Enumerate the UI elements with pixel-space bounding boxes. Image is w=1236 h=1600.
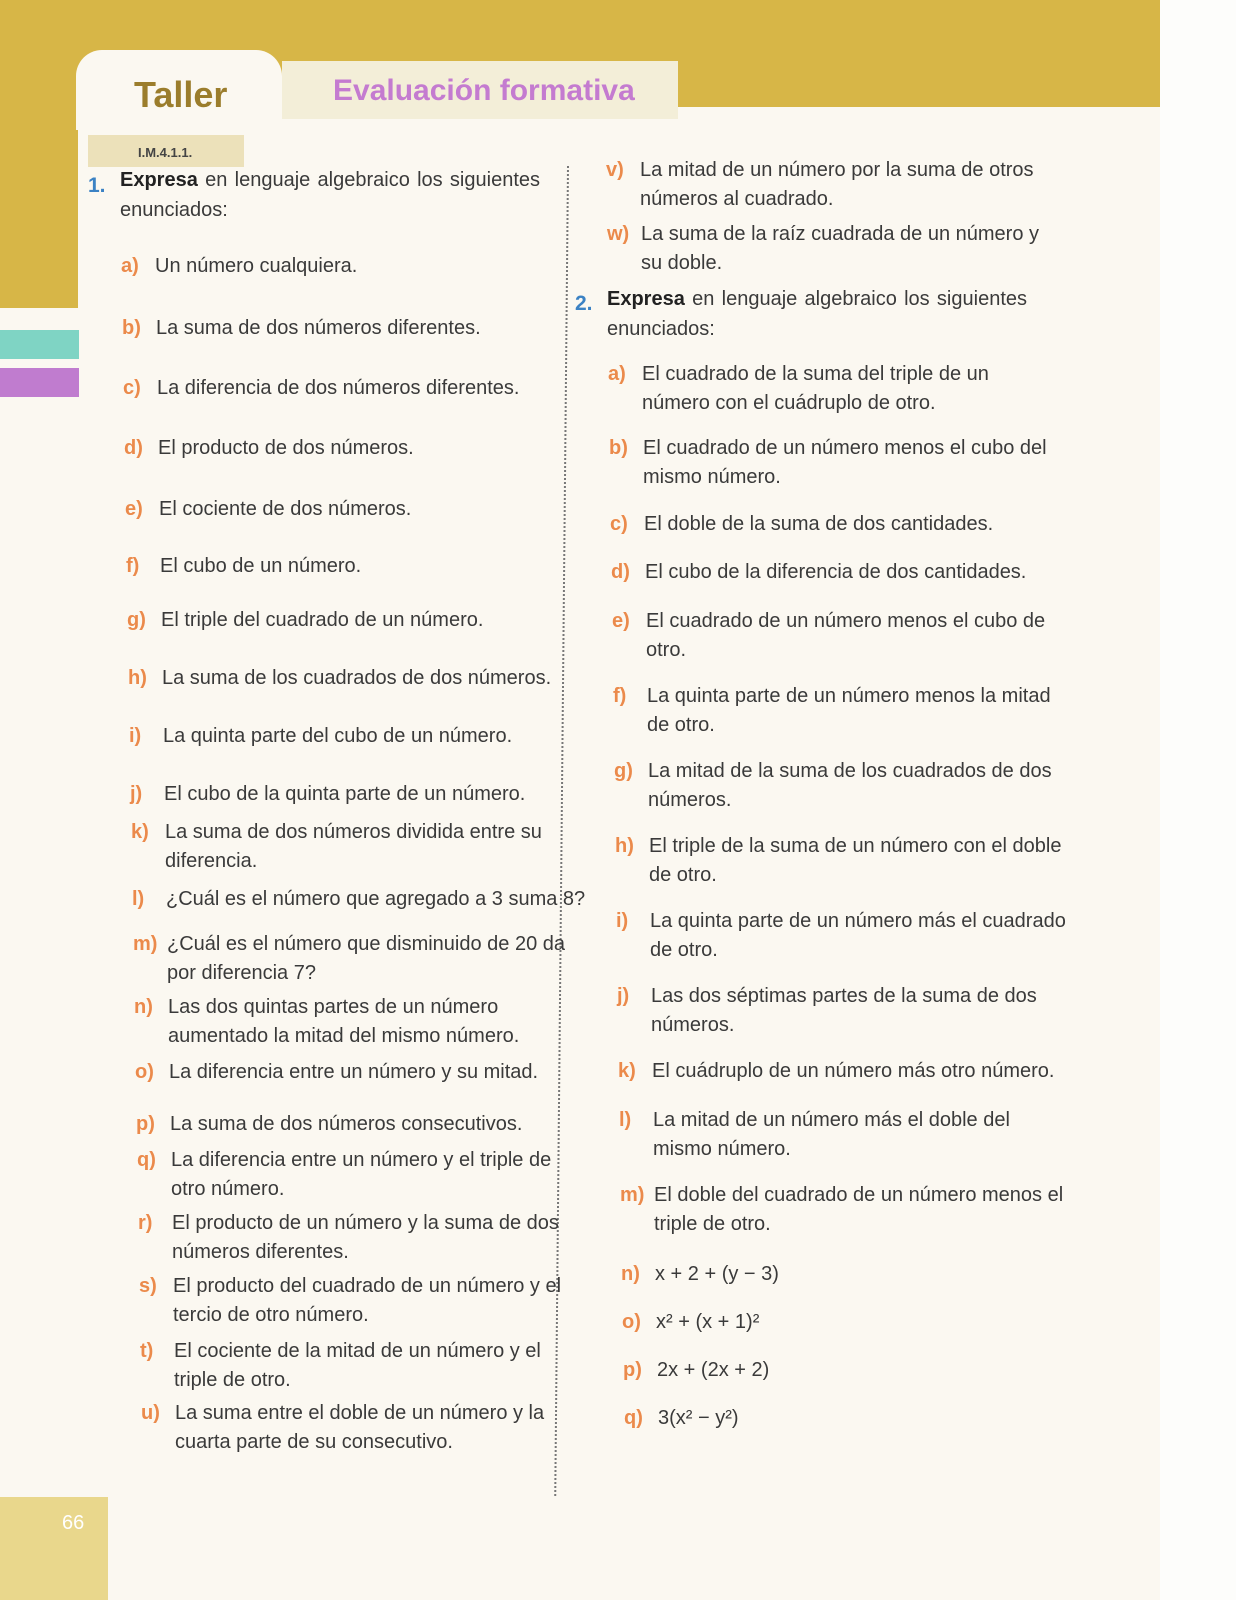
question-2-item-text: El doble de la suma de dos cantidades.	[644, 513, 994, 535]
question-1-item-label: g)	[127, 609, 146, 631]
question-1-verb: Expresa	[120, 169, 198, 191]
question-1-item-label: j)	[130, 783, 143, 805]
question-1-item-text: La suma entre el doble de un número y la cuarta parte de su consecutivo.	[175, 1402, 545, 1453]
question-1-item-label: n)	[134, 996, 153, 1018]
question-1-item-text: La suma de la raíz cuadrada de un número y su doble.	[641, 223, 1040, 274]
question-1-item	[132, 885, 586, 914]
question-1-item-label: i)	[129, 725, 142, 747]
question-2-item-label: e)	[612, 610, 630, 632]
question-1-item-label: m)	[133, 933, 158, 955]
question-1-item-label: b)	[122, 317, 141, 339]
question-1-item-text: La suma de dos números dividida entre su diferencia.	[165, 821, 542, 872]
question-2-number: 2.	[575, 292, 593, 315]
question-2-item-text: x² + (x + 1)²	[656, 1311, 760, 1333]
question-1-item	[123, 374, 557, 403]
question-1-item-text: El triple del cuadrado de un número.	[161, 609, 484, 631]
question-1-item-text: ¿Cuál es el número que agregado a 3 suma 8?	[166, 888, 586, 910]
question-1-item-label: w)	[607, 223, 630, 245]
question-1-item	[126, 552, 560, 581]
question-2-item-label: n)	[621, 1263, 640, 1285]
question-2-item-label: q)	[624, 1407, 643, 1429]
left-margin-band	[0, 0, 78, 308]
question-1-item	[133, 930, 567, 988]
question-1-item-label: t)	[140, 1340, 154, 1362]
question-2-item	[610, 510, 1064, 539]
question-1-item-text: La suma de dos números consecutivos.	[170, 1113, 523, 1135]
question-2-item-label: l)	[619, 1109, 632, 1131]
question-1-item-text: La suma de dos números diferentes.	[156, 317, 481, 339]
question-2-statement	[607, 284, 1027, 344]
question-2-verb: Expresa	[607, 288, 685, 310]
question-1-item	[136, 1110, 570, 1139]
question-2-item-text: Las dos séptimas partes de la suma de dos números.	[651, 985, 1037, 1036]
question-2-item	[617, 982, 1071, 1040]
question-1-item	[130, 780, 564, 809]
question-1-item	[128, 664, 562, 693]
question-2-item-label: b)	[609, 437, 628, 459]
question-1-item	[135, 1058, 569, 1087]
question-1-item-text: Un número cualquiera.	[155, 255, 358, 277]
question-2-item-label: i)	[616, 910, 629, 932]
question-1-item-text: El cociente de dos números.	[159, 498, 412, 520]
question-2-item-text: 2x + (2x + 2)	[657, 1359, 770, 1381]
question-1-item-label: h)	[128, 667, 147, 689]
question-2-item-label: k)	[618, 1060, 636, 1082]
question-1-item	[125, 495, 559, 524]
question-2-item	[608, 360, 1062, 418]
question-2-item-label: g)	[614, 760, 633, 782]
question-1-item	[606, 156, 1060, 214]
page-title: Taller	[134, 74, 228, 115]
section-tab-purple	[0, 368, 79, 397]
question-1-item	[131, 818, 565, 876]
page-subtitle: Evaluación formativa	[333, 74, 635, 107]
question-1-item-text: El cociente de la mitad de un número y el triple de otro.	[174, 1340, 541, 1391]
question-1-item	[121, 252, 555, 281]
question-1-item-text: La diferencia de dos números diferentes.	[157, 377, 520, 399]
question-1-item	[140, 1337, 574, 1395]
question-1-item-text: Las dos quintas partes de un número aumentado la mitad del mismo número.	[168, 996, 520, 1047]
question-2-item-label: c)	[610, 513, 628, 535]
question-2-item-text: El cuadrado de un número menos el cubo del mismo número.	[643, 437, 1047, 488]
indicator-code: I.M.4.1.1.	[138, 145, 193, 160]
question-1-item	[134, 993, 568, 1051]
question-2-item-text: La mitad de un número más el doble del mismo número.	[653, 1109, 1010, 1160]
question-1-item-text: La diferencia entre un número y el triple de otro número.	[171, 1149, 552, 1200]
question-2-item	[624, 1404, 1078, 1433]
question-2-item-text: El cuadrado de la suma del triple de un número con el cuádruplo de otro.	[642, 363, 989, 414]
question-1-item-label: a)	[121, 255, 139, 277]
question-2-item	[615, 832, 1069, 890]
question-1-item-label: c)	[123, 377, 141, 399]
question-2-item-label: m)	[620, 1184, 645, 1206]
question-1-item-text: La quinta parte del cubo de un número.	[163, 725, 513, 747]
question-2-text: en lenguaje algebraico los siguientes enunciados:	[607, 288, 1027, 340]
question-2-item	[613, 682, 1067, 740]
question-2-item-text: El cubo de la diferencia de dos cantidades.	[645, 561, 1027, 583]
question-2-item-text: El cuadrado de un número menos el cubo de otro.	[646, 610, 1046, 661]
question-2-item-text: La quinta parte de un número menos la mitad de otro.	[647, 685, 1051, 736]
question-2-item	[618, 1057, 1072, 1086]
question-2-item	[612, 607, 1066, 665]
question-1-item-label: r)	[138, 1212, 153, 1234]
question-1-item-label: s)	[139, 1275, 157, 1297]
question-2-item-label: f)	[613, 685, 627, 707]
question-1-item-label: k)	[131, 821, 149, 843]
question-1-item	[127, 606, 561, 635]
question-1-item-text: La suma de los cuadrados de dos números.	[162, 667, 552, 689]
section-tab-teal	[0, 330, 79, 359]
question-1-item	[141, 1399, 575, 1457]
page-number: 66	[62, 1512, 85, 1534]
question-1-item-text: El cubo de la quinta parte de un número.	[164, 783, 526, 805]
question-2-item-label: a)	[608, 363, 626, 385]
question-1-item-text: El producto de un número y la suma de dos números diferentes.	[172, 1212, 559, 1263]
question-2-item-label: d)	[611, 561, 630, 583]
question-1-item	[137, 1146, 571, 1204]
question-2-item-text: La mitad de la suma de los cuadrados de dos números.	[648, 760, 1052, 811]
question-1-item-label: d)	[124, 437, 143, 459]
question-2-item	[611, 558, 1065, 587]
question-1-item-label: o)	[135, 1061, 154, 1083]
question-2-item	[616, 907, 1070, 965]
page-number-box	[0, 1497, 108, 1600]
question-2-item-label: o)	[622, 1311, 641, 1333]
question-2-item-text: El triple de la suma de un número con el doble de otro.	[649, 835, 1062, 886]
question-2-item-text: La quinta parte de un número más el cuadrado de otro.	[650, 910, 1066, 961]
question-2-item-label: h)	[615, 835, 634, 857]
question-1-item-label: v)	[606, 159, 624, 181]
question-1-item-text: La mitad de un número por la suma de otros números al cuadrado.	[640, 159, 1034, 210]
question-1-statement	[120, 165, 540, 225]
question-2-item-label: p)	[623, 1359, 642, 1381]
page-edge	[1160, 0, 1236, 1600]
question-1-item	[122, 314, 556, 343]
question-1-item-text: ¿Cuál es el número que disminuido de 20 da por diferencia 7?	[167, 933, 566, 984]
question-1-item	[138, 1209, 572, 1267]
question-2-item-text: x + 2 + (y − 3)	[655, 1263, 779, 1285]
question-1-item-label: u)	[141, 1402, 160, 1424]
question-2-item	[609, 434, 1063, 492]
question-1-item	[124, 434, 558, 463]
question-2-item-label: j)	[617, 985, 630, 1007]
question-2-item	[622, 1308, 1076, 1337]
question-1-item	[139, 1272, 573, 1330]
question-2-item	[620, 1181, 1074, 1239]
question-1-text: en lenguaje algebraico los siguientes enunciados:	[120, 169, 540, 221]
question-2-item-text: 3(x² − y²)	[658, 1407, 739, 1429]
question-1-item-label: e)	[125, 498, 143, 520]
question-2-item	[619, 1106, 1073, 1164]
question-1-item-label: l)	[132, 888, 145, 910]
question-1-item-text: La diferencia entre un número y su mitad.	[169, 1061, 539, 1083]
question-2-item	[614, 757, 1068, 815]
question-2-item	[623, 1356, 1077, 1385]
question-1-item-text: El producto de dos números.	[158, 437, 414, 459]
question-2-item-text: El cuádruplo de un número más otro número.	[652, 1060, 1055, 1082]
question-1-item	[607, 220, 1061, 278]
question-1-item	[129, 722, 563, 751]
question-1-item-text: El cubo de un número.	[160, 555, 362, 577]
question-1-number: 1.	[88, 174, 106, 197]
question-1-item-text: El producto del cuadrado de un número y el tercio de otro número.	[173, 1275, 562, 1326]
question-2-item	[621, 1260, 1075, 1289]
question-2-item-text: El doble del cuadrado de un número menos el triple de otro.	[654, 1184, 1064, 1235]
question-1-item-label: p)	[136, 1113, 155, 1135]
question-1-item-label: f)	[126, 555, 140, 577]
question-1-item-label: q)	[137, 1149, 156, 1171]
